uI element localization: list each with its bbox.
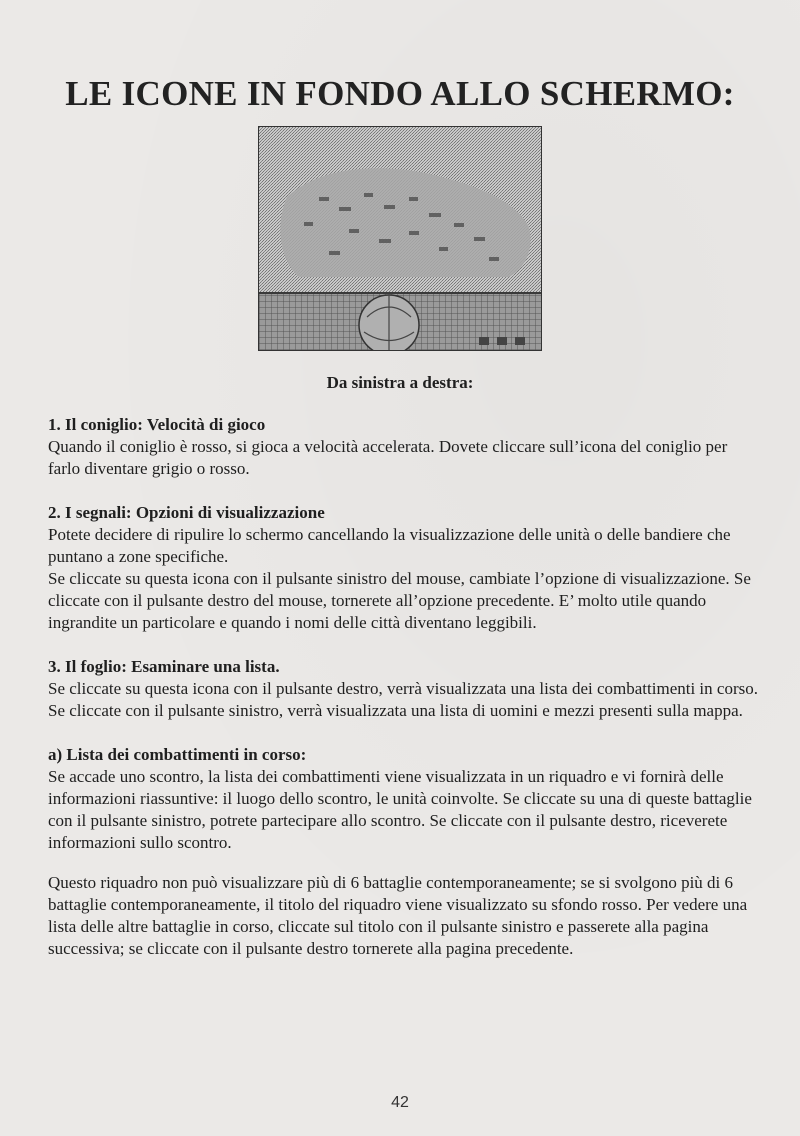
body-content (48, 414, 760, 982)
subheading (0, 373, 800, 393)
section-signals (48, 502, 760, 634)
section-paragraph: Se cliccate su questa icona con il pulsante destro, verrà visualizzata una lista dei combattimenti in corso. (48, 679, 758, 698)
section-paragraph: Se cliccate su questa icona con il pulsante sinistro del mouse, cambiate l’opzione di visualizzazione. Se cliccate con il pulsante destro del mouse, tornerete all’opzione precedente. E’ molto utile quando ingrandite un particolare e quando i nomi delle città diventano leggibili. (48, 569, 751, 632)
section-rabbit (48, 414, 760, 480)
game-screenshot-image (258, 126, 542, 351)
section-paragraph: Potete decidere di ripulire lo schermo cancellando la visualizzazione delle unità o delle bandiere che puntano a zone specifiche. (48, 525, 731, 566)
section-paragraph: Questo riquadro non può visualizzare più di 6 battaglie contemporaneamente; se si svolgono più di 6 battaglie contemporaneamente, il titolo del riquadro viene visualizzato su sfondo rosso. Per vedere una lista delle altre battaglie in corso, cliccate sul titolo con il pulsante sinistro e passerete alla pagina successiva; se cliccate con il pulsante destro tornerete alla pagina precedente. (48, 873, 748, 958)
game-screenshot-graphic (259, 127, 542, 351)
section-sheet (48, 656, 760, 722)
section-combat-list (48, 744, 760, 854)
section-paragraph: Quando il coniglio è rosso, si gioca a velocità accelerata. Dovete cliccare sull’icona del coniglio per farlo diventare grigio o rosso. (48, 437, 728, 478)
section-paragraph: Se accade uno scontro, la lista dei combattimenti viene visualizzata in un riquadro e vi fornirà delle informazioni riassuntive: il luogo dello scontro, le unità coinvolte. Se cliccate su una di queste battaglie con il pulsante sinistro, potrete partecipare allo scontro. Se cliccate con il pulsante destro, riceverete informazioni sullo scontro. (48, 767, 752, 852)
section-heading: 3. Il foglio: Esaminare una lista. (48, 657, 280, 676)
section-combat-list-note (48, 872, 760, 960)
page-title: LE ICONE IN FONDO ALLO SCHERMO: (65, 74, 735, 113)
section-heading: 1. Il coniglio: Velocità di gioco (48, 415, 266, 434)
subheading-text: Da sinistra a destra: (326, 373, 474, 392)
section-heading: a) Lista dei combattimenti in corso: (48, 745, 307, 764)
section-heading: 2. I segnali: Opzioni di visualizzazione (48, 503, 325, 522)
page-number: 42 (391, 1094, 409, 1111)
section-paragraph: Se cliccate con il pulsante sinistro, verrà visualizzata una lista di uomini e mezzi presenti sulla mappa. (48, 701, 743, 720)
